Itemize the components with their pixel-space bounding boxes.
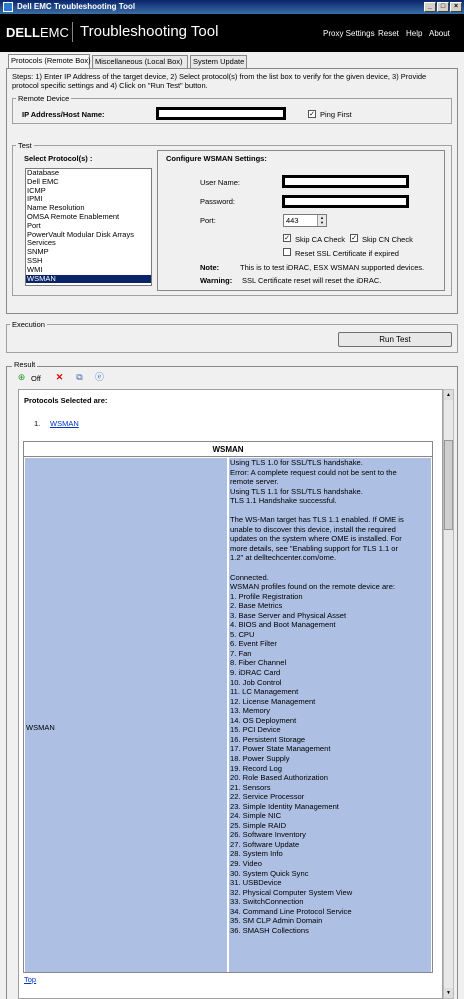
skip-cn-label: Skip CN Check xyxy=(362,235,413,244)
window-titlebar[interactable] xyxy=(0,0,464,14)
about-link[interactable]: About xyxy=(429,29,450,38)
ip-address-input[interactable] xyxy=(156,107,286,120)
proxy-settings-link[interactable]: Proxy Settings xyxy=(323,29,375,38)
scroll-up-icon[interactable]: ▲ xyxy=(444,390,453,400)
list-item[interactable]: Name Resolution xyxy=(27,203,85,213)
ping-first-checkbox[interactable]: ✓ xyxy=(309,111,315,118)
selected-item-number: 1. xyxy=(34,419,41,428)
reset-ssl-checkbox[interactable] xyxy=(283,248,291,256)
spinner-arrows-icon[interactable]: ▲ ▼ xyxy=(317,215,326,226)
ping-first-label: Ping First xyxy=(320,110,352,119)
list-item[interactable]: IPMI xyxy=(27,194,43,204)
list-item[interactable]: SNMP xyxy=(27,247,49,257)
close-button[interactable]: × xyxy=(450,2,462,12)
select-protocols-label: Select Protocol(s) : xyxy=(24,154,93,163)
password-label: Password: xyxy=(200,197,236,206)
username-label: User Name: xyxy=(200,178,241,187)
list-item[interactable]: ICMP xyxy=(27,185,46,195)
app-header xyxy=(0,14,464,52)
table-row-label xyxy=(25,458,227,972)
skip-ca-label: Skip CA Check xyxy=(295,235,346,244)
list-item[interactable]: Dell EMC xyxy=(27,176,59,186)
scroll-thumb[interactable] xyxy=(444,440,453,530)
protocols-selected-heading: Protocols Selected are: xyxy=(24,396,108,405)
execution-legend: Execution xyxy=(12,320,45,329)
minimize-button[interactable]: _ xyxy=(424,2,436,12)
run-test-button[interactable]: Run Test xyxy=(338,332,452,347)
toggle-off-label[interactable]: Off xyxy=(31,374,41,383)
list-item[interactable]: WMI xyxy=(27,264,43,274)
header-divider xyxy=(72,22,73,42)
warning-label: Warning: xyxy=(200,276,233,285)
port-spinner[interactable] xyxy=(283,214,327,227)
list-item[interactable]: OMSA Remote Enablement xyxy=(27,211,120,221)
result-toolbar xyxy=(12,371,452,386)
toggle-on-icon[interactable]: ⊕ xyxy=(17,372,26,382)
ip-address-label: IP Address/Host Name: xyxy=(22,110,105,119)
app-icon xyxy=(3,2,13,12)
note-label: Note: xyxy=(200,263,220,272)
wsman-settings-title: Configure WSMAN Settings: xyxy=(166,154,267,163)
password-input[interactable] xyxy=(282,195,409,208)
list-item[interactable]: Port xyxy=(27,220,41,230)
reset-link[interactable]: Reset xyxy=(378,29,399,38)
copy-icon[interactable]: ⧉ xyxy=(76,372,83,382)
clear-icon[interactable]: ✕ xyxy=(55,372,64,382)
tab-protocols-remote[interactable]: Protocols (Remote Box) xyxy=(8,54,90,68)
list-item[interactable]: Database xyxy=(27,168,60,177)
list-item[interactable]: Services xyxy=(27,238,56,248)
maximize-button[interactable]: □ xyxy=(437,2,449,12)
table-row-output: Using TLS 1.0 for SSL/TLS handshake. Error: A complete request could not be sent to the remote server. Using TLS 1.1 for SSL/TLS handshake. TLS 1.1 Handshake successful. The WS-Man target has TLS 1.1 enabled. If OME is unable to discover this device, install the required updates on the system where OME is installed. For more details, see "Enabling support for TLS 1.1 or 1.2" at delltechcenter.com/ome. Connected. WSMAN profiles found on the remote device are: 1. Profile Registration 2. Base Metrics 3. Base Server and Physical Asset 4. BIOS and Boot Management 5. CPU 6. Event Filter 7. Fan 8. Fiber Channel 9. iDRAC Card 10. Job Control 11. LC Management 12. License Management 13. Memory 14. OS Deployment 15. PCI Device 16. Persistent Storage 17. Power State Management 18. Power Supply 19. Record Log 20. Role Based Authorization 21. Sensors 22. Service Processor 23. Simple Identity Management 24. Simple NIC 25. Simple RAID 26. Software Inventory 27. Software Update 28. System Info 29. Video 30. System Quick Sync 31. USBDevice 32. Physical Computer System View 33. SwitchConnection 34. Command Line Protocol Service 35. SM CLP Admin Domain 36. SMASH Collections xyxy=(229,458,431,972)
dell-emc-logo: DELLEMC xyxy=(6,25,69,40)
result-scrollbar[interactable] xyxy=(443,389,454,999)
app-title: Troubleshooting Tool xyxy=(80,23,219,40)
steps-text: Steps: 1) Enter IP Address of the target device, 2) Select protocol(s) from the list box to verify for the given device, 3) Provide protocol specific settings and 4) Click on "Run Test" button. xyxy=(12,72,427,90)
row-label-text: WSMAN xyxy=(26,723,55,732)
result-legend: Result xyxy=(14,360,36,369)
protocols-listbox[interactable] xyxy=(25,168,152,286)
skip-ca-checkbox[interactable]: ✓ xyxy=(284,235,290,242)
help-link[interactable]: Help xyxy=(406,29,423,38)
table-header: WSMAN xyxy=(24,442,432,457)
remote-device-legend: Remote Device xyxy=(18,94,70,103)
note-text: This is to test iDRAC, ESX WSMAN supported devices. xyxy=(240,263,425,272)
tab-miscellaneous-local[interactable]: Miscellaneous (Local Box) xyxy=(92,55,188,68)
window-title: Dell EMC Troubleshooting Tool xyxy=(17,2,136,11)
skip-cn-checkbox[interactable]: ✓ xyxy=(351,235,357,242)
tab-system-update[interactable]: System Update xyxy=(190,55,247,68)
list-item-selected[interactable]: WSMAN xyxy=(26,275,151,284)
reset-ssl-label: Reset SSL Certificate if expired xyxy=(295,249,399,258)
top-link[interactable]: Top xyxy=(24,975,37,984)
port-value: 443 xyxy=(286,216,299,225)
browser-icon[interactable]: ⓔ xyxy=(94,372,104,382)
test-legend: Test xyxy=(18,141,32,150)
list-item[interactable]: PowerVault Modular Disk Arrays xyxy=(27,229,134,239)
scroll-down-icon[interactable]: ▼ xyxy=(444,988,453,998)
username-input[interactable] xyxy=(282,175,409,188)
wsman-result-table xyxy=(23,441,433,973)
list-item[interactable]: SSH xyxy=(27,255,43,265)
port-label: Port: xyxy=(200,216,216,225)
warning-text: SSL Certificate reset will reset the iDRAC. xyxy=(242,276,382,285)
selected-protocol-link[interactable]: WSMAN xyxy=(50,419,79,428)
